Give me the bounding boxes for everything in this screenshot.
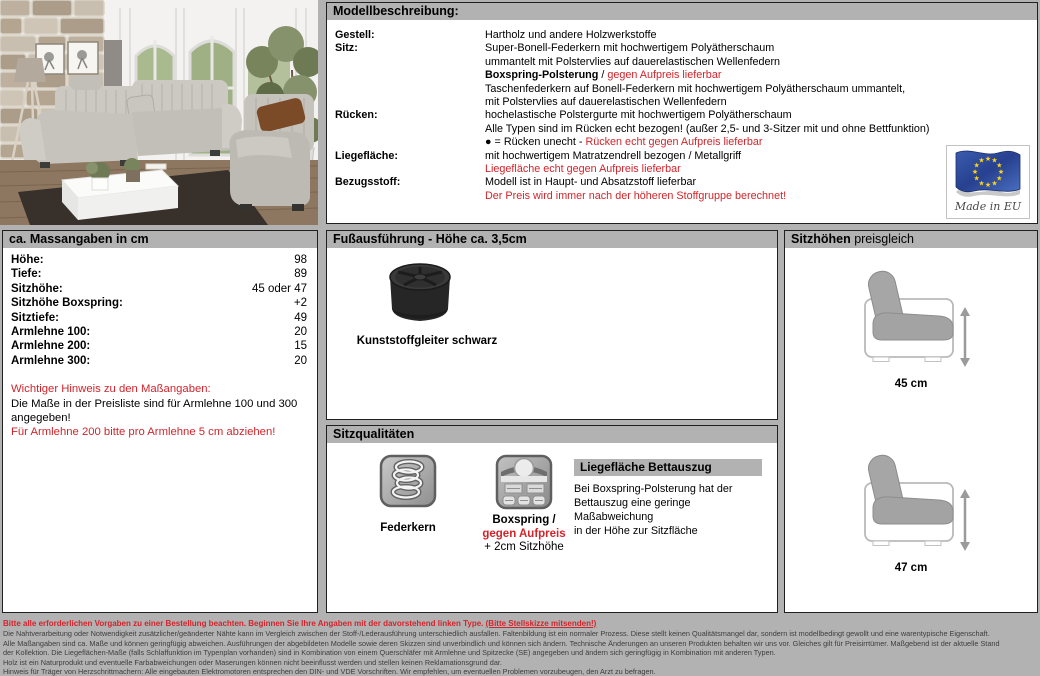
dimension-note: Für Armlehne 200 bitte pro Armlehne 5 cm abziehen! — [11, 426, 276, 439]
spec-row — [335, 190, 1029, 203]
bed-pullout-text — [574, 476, 762, 538]
svg-text:★: ★ — [996, 161, 1003, 170]
foot-type-panel — [326, 230, 778, 420]
bed-pullout-title: Liegefläche Bettauszug — [574, 459, 762, 476]
svg-text:★: ★ — [984, 155, 992, 163]
text-segment: (Bitte Stellskizze mitsenden!) — [485, 619, 597, 628]
spec-row — [335, 123, 1029, 136]
bed-pullout-line: Bei Boxspring-Polsterung hat der — [574, 483, 733, 495]
seat-heights-title-rest: preisgleich — [850, 232, 914, 246]
boxspring-icon — [495, 454, 553, 515]
text-segment: Bitte alle erforderlichen Vorgaben zu einer Bestellung beachten. Beginnen Sie Ihre Angaben mit der davorstehend linken Type. — [3, 619, 486, 628]
seat-heights-title-bold: Sitzhöhen — [791, 232, 851, 246]
svg-text:★: ★ — [978, 179, 985, 188]
svg-text:★: ★ — [997, 168, 1005, 176]
svg-text:★: ★ — [973, 174, 980, 183]
foot-type-title: Fußausführung - Höhe ca. 3,5cm — [327, 231, 777, 248]
dimension-label: Sitzhöhe Boxspring: — [11, 297, 123, 310]
bed-pullout-line: in der Höhe zur Sitzfläche — [574, 525, 698, 537]
spec-label — [335, 96, 485, 109]
dimension-note: Die Maße in der Preisliste sind für Armlehne 100 und 300 angegeben! — [11, 397, 298, 425]
text-segment: ● = Rücken unecht - — [485, 136, 586, 149]
dimension-row — [11, 339, 307, 353]
svg-text:★: ★ — [991, 156, 998, 165]
spec-label — [335, 83, 485, 96]
spec-value — [485, 150, 741, 163]
boxspring-label-line2: gegen Aufpreis — [482, 527, 566, 540]
dimensions-body — [3, 248, 317, 440]
footer-line: Alle Maßangaben sind ca. Maße und können geringfügig abweichen. Ausführungen der abgebildeten Modelle sowie deren Skizzen sind unverbindlich und können sich ändern. Technische Änderungen an unseren Produkten behalten wir uns vor. Gleiches gilt für Preisirrtümer. Maßgebend ist der aktuelle Stand — [3, 638, 1000, 648]
dimension-value: 45 oder 47 — [252, 282, 307, 295]
dimension-label: Höhe: — [11, 254, 44, 266]
svg-text:★: ★ — [991, 179, 998, 188]
dimensions-rows — [11, 253, 307, 368]
text-segment: Modell ist in Haupt- und Absatzstoff lieferbar — [485, 176, 697, 189]
spec-value — [485, 136, 763, 149]
spec-row — [335, 136, 1029, 149]
text-segment: ummantelt mit Polstervlies auf dauerelastischen Wellenfedern — [485, 55, 781, 68]
dimension-row — [11, 282, 307, 296]
made-in-eu-badge — [946, 145, 1030, 219]
dimension-value: 98 — [294, 254, 307, 266]
spec-value — [485, 176, 696, 189]
seat-height-value: 45 cm — [894, 378, 928, 390]
spec-value — [485, 96, 727, 109]
spec-label: Gestell: — [335, 29, 375, 41]
spec-row — [335, 69, 1029, 82]
footer-line: der Kollektion. Die Liegeflächen-Maße (falls Schlaffunktion im Typenplan vorhanden) sind in Kombination von einem Querschläfer mit Armlehne und Spitzecke (SE) angegeben und ändern sich geringfügig in Kombination mit anderen Typen. — [3, 648, 776, 658]
dimension-label: Tiefe: — [11, 268, 42, 281]
boxspring-label — [463, 514, 585, 555]
footer-disclaimer-lines — [3, 629, 1037, 676]
spec-row — [335, 42, 1029, 55]
text-segment: mit Polstervlies auf dauerelastischen Wellenfedern — [485, 96, 727, 109]
seat-height-figure-47 — [843, 453, 979, 574]
footer-order-note — [3, 619, 1037, 629]
dimension-value: 49 — [294, 311, 307, 324]
dimensions-title: ca. Massangaben in cm — [3, 231, 317, 248]
spec-row — [335, 29, 1029, 42]
text-segment: Rücken echt gegen Aufpreis lieferbar — [585, 136, 763, 149]
spec-value — [485, 190, 786, 203]
text-segment: Liegefläche echt gegen Aufpreis lieferbar — [485, 163, 681, 176]
seat-height-figure-45 — [843, 269, 979, 390]
svg-text:★: ★ — [973, 161, 980, 170]
svg-text:★: ★ — [996, 174, 1003, 183]
svg-text:★: ★ — [978, 156, 985, 165]
dimension-value: 20 — [294, 326, 307, 339]
dimension-label: Armlehne 100: — [11, 326, 91, 339]
spec-row — [335, 109, 1029, 122]
text-segment: gegen Aufpreis lieferbar — [607, 69, 722, 82]
footer-legal-text — [3, 619, 1037, 676]
plastic-glider-icon — [380, 259, 460, 334]
dimension-row — [11, 253, 307, 267]
spec-row — [335, 150, 1029, 163]
spec-row — [335, 176, 1029, 189]
made-in-eu-label: Made in EU — [954, 200, 1022, 213]
text-segment: Hartholz und andere Holzwerkstoffe — [485, 29, 657, 41]
spec-label — [335, 136, 485, 149]
text-segment: mit hochwertigem Matratzendrell bezogen / Metallgriff — [485, 149, 742, 162]
spec-value — [485, 163, 681, 176]
model-description-panel — [326, 2, 1038, 224]
text-segment: Taschenfederkern auf Bonell-Federkern mit hochwertigem Polyätherschaum ummantelt, — [485, 82, 906, 95]
height-arrow-icon — [960, 489, 970, 551]
spec-value — [485, 83, 905, 96]
footer-line: Die Nahtverarbeitung oder Notwendigkeit zusätzlicher/geänderter Nähte kann im Vergleich zwischen der Stoff-/Lederausführung unterschiedlich ausfallen. Faltenbildung ist ein normaler Prozess. Diese stellt keinen Qualitätsmangel dar, sondern ist modellbedingt gewollt und eine warentypische Eigenschaft. — [3, 629, 990, 638]
dimension-value: 15 — [294, 340, 307, 353]
spec-row — [335, 83, 1029, 96]
dimension-row — [11, 267, 307, 281]
dimension-row — [11, 296, 307, 310]
chair-side-view-icon — [843, 269, 979, 371]
living-room-photo — [0, 0, 318, 225]
spec-label: Rücken: — [335, 109, 378, 122]
dimension-label: Sitzhöhe: — [11, 282, 63, 295]
text-segment: / — [598, 69, 608, 82]
living-room-photo-illustration — [0, 0, 318, 225]
seat-heights-title — [785, 231, 1037, 248]
spec-label: Sitz: — [335, 42, 358, 55]
dimension-row — [11, 354, 307, 368]
spring-core-label: Federkern — [380, 522, 436, 534]
spec-label: Bezugsstoff: — [335, 176, 401, 189]
spec-row — [335, 163, 1029, 176]
footer-line: Holz ist ein Naturprodukt und eventuelle Farbabweichungen oder Maserungen können nicht beeinflusst werden und stellen keinen Reklamationsgrund dar. — [3, 657, 502, 667]
svg-text:★: ★ — [984, 181, 992, 189]
text-segment: Super-Bonell-Federkern mit hochwertigem Polyätherschaum — [485, 42, 775, 55]
dimension-label: Armlehne 300: — [11, 354, 91, 367]
spec-value — [485, 42, 774, 55]
spec-label: Liegefläche: — [335, 149, 398, 162]
dimensions-panel — [2, 230, 318, 613]
spec-label — [335, 190, 485, 203]
spec-value — [485, 56, 780, 69]
height-arrow-icon — [960, 307, 970, 367]
boxspring-label-line1: Boxspring / — [492, 514, 556, 526]
svg-text:★: ★ — [971, 168, 979, 176]
model-description-body — [327, 20, 1037, 203]
text-segment: Boxspring-Polsterung — [485, 69, 599, 82]
sofa-headrest — [70, 76, 102, 90]
dimension-value: 20 — [294, 354, 307, 367]
dimension-value: 89 — [294, 268, 307, 281]
spec-value — [485, 29, 656, 42]
spec-row — [335, 56, 1029, 69]
spec-value — [485, 123, 930, 136]
bed-pullout-line: Bettauszug eine geringe Maßabweichung — [574, 497, 691, 523]
seat-quality-panel — [326, 425, 778, 613]
spring-core-icon — [379, 454, 437, 513]
dimension-row — [11, 325, 307, 339]
spec-label — [335, 123, 485, 136]
spec-row — [335, 96, 1029, 109]
chair-side-view-icon — [843, 453, 979, 555]
spec-label — [335, 69, 485, 82]
spec-value — [485, 69, 721, 82]
spec-label — [335, 163, 485, 176]
bed-pullout-info — [574, 459, 762, 538]
seat-quality-title: Sitzqualitäten — [327, 426, 777, 443]
dimension-row — [11, 311, 307, 325]
dimension-label: Sitztiefe: — [11, 311, 59, 324]
dimension-note: Wichtiger Hinweis zu den Maßangaben: — [11, 383, 211, 396]
footer-line: Hinweis für Träger von Herzschrittmachern: Alle eingebauten Elektromotoren entsprechen den DIN- und VDE Vorschriften. Wir empfehlen, um eventuellen Problemen vorzubeugen, den Arzt zu befragen. — [3, 667, 656, 676]
text-segment: hochelastische Polstergurte mit hochwertigem Polyätherschaum — [485, 109, 792, 122]
model-description-title: Modellbeschreibung: — [327, 3, 1037, 20]
seat-heights-panel — [784, 230, 1038, 613]
dimension-value: +2 — [293, 297, 307, 310]
seat-height-value: 47 cm — [894, 562, 928, 574]
spec-label — [335, 56, 485, 69]
dimensions-notes — [11, 382, 307, 440]
text-segment: Alle Typen sind im Rücken echt bezogen! (außer 2,5- und 3-Sitzer mit und ohne Bettfunktion) — [485, 122, 930, 135]
plastic-glider-caption: Kunststoffgleiter schwarz — [356, 335, 498, 347]
text-segment: Der Preis wird immer nach der höheren Stoffgruppe berechnet! — [485, 189, 787, 202]
spec-value — [485, 109, 792, 122]
eu-flag-icon — [948, 146, 1028, 216]
dimension-label: Armlehne 200: — [11, 340, 91, 353]
boxspring-label-line3: + 2cm Sitzhöhe — [484, 541, 564, 553]
